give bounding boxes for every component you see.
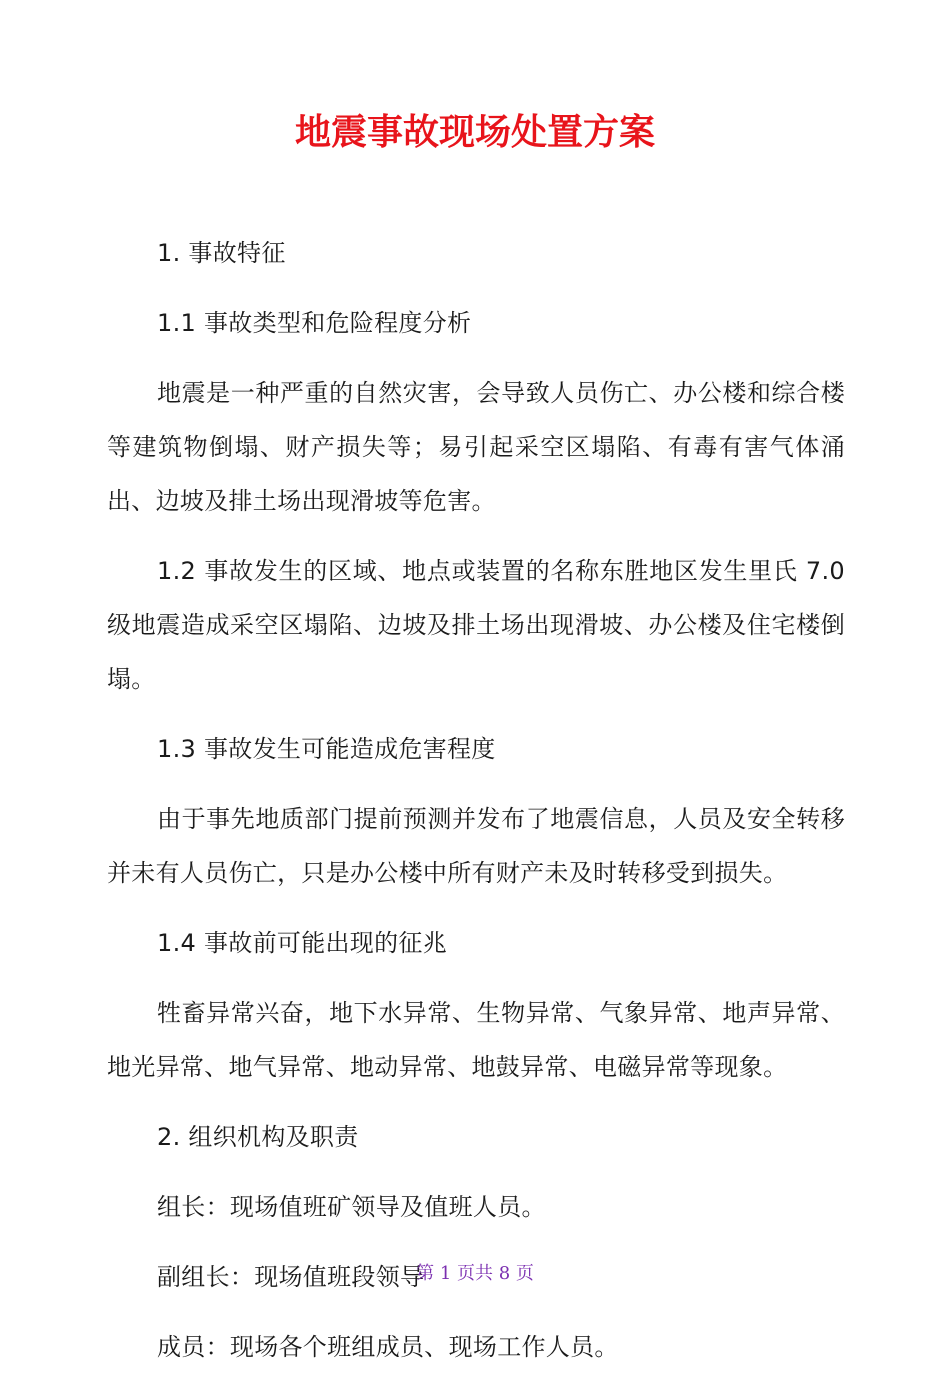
body-paragraph: 副组长：现场值班段领导 [157,1263,425,1291]
body-paragraph: 由于事先地质部门提前预测并发布了地震信息，人员及安全转移并未有人员伤亡，只是办公楼中所有财产未及时转移受到损失。 [107,805,845,887]
body-paragraph: 地震是一种严重的自然灾害，会导致人员伤亡、办公楼和综合楼等建筑物倒塌、财产损失等；易引起采空区塌陷、有毒有害气体涌出、边坡及排土场出现滑坡等危害。 [107,379,845,515]
section-heading: 1. 事故特征 [157,239,286,267]
body-paragraph: 1.2 事故发生的区域、地点或装置的名称东胜地区发生里氏 7.0 级地震造成采空区塌陷、边坡及排土场出现滑坡、办公楼及住宅楼倒塌。 [107,557,845,693]
body-paragraph: 组长：现场值班矿领导及值班人员。 [157,1193,546,1221]
page-number: 第 1 页共 8 页 [416,1263,534,1284]
subsection-heading: 1.1 事故类型和危险程度分析 [157,309,472,337]
body-paragraph: 成员：现场各个班组成员、现场工作人员。 [157,1333,619,1361]
document-title: 地震事故现场处置方案 [294,111,655,153]
subsection-heading: 1.3 事故发生可能造成危害程度 [157,735,496,763]
section-heading: 2. 组织机构及职责 [157,1123,359,1151]
body-paragraph: 牲畜异常兴奋，地下水异常、生物异常、气象异常、地声异常、地光异常、地气异常、地动异常、地鼓异常、电磁异常等现象。 [107,999,845,1081]
document-body [107,226,845,1390]
subsection-heading: 1.4 事故前可能出现的征兆 [157,929,447,957]
